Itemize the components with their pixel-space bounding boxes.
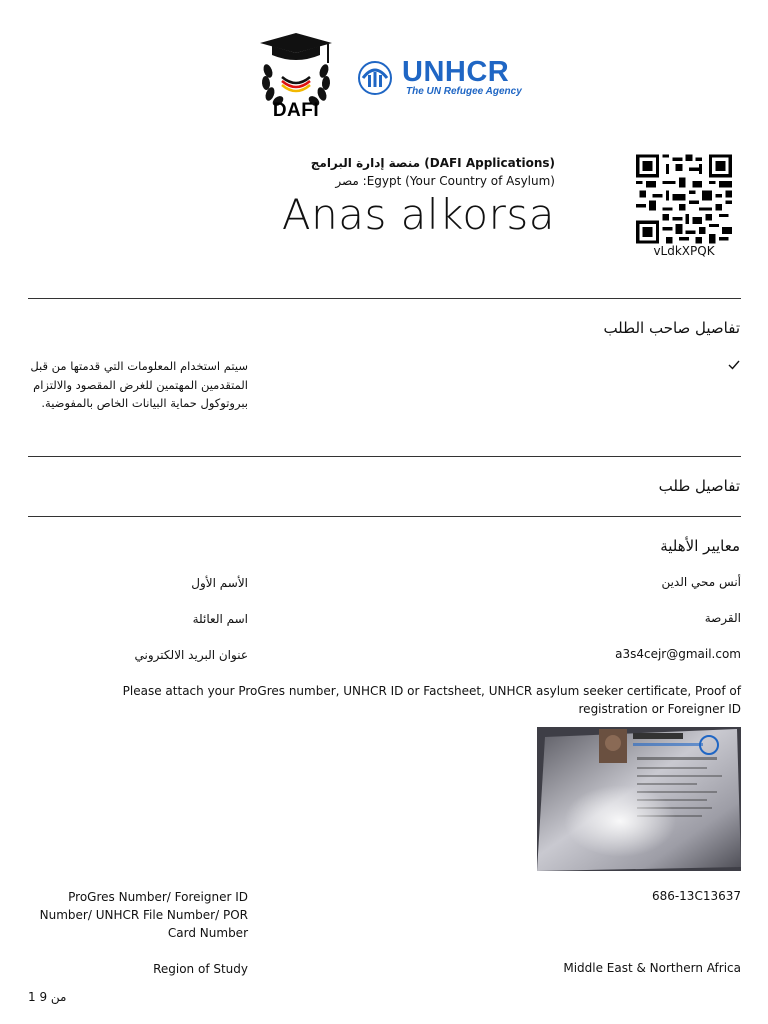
first-name-value: أنس محي الدين bbox=[661, 575, 741, 589]
first-name-label: الأسم الأول bbox=[191, 576, 248, 590]
divider bbox=[28, 298, 741, 299]
applicant-details-title: تفاصيل صاحب الطلب bbox=[603, 319, 740, 337]
divider bbox=[28, 516, 741, 517]
attached-id-document-image bbox=[537, 727, 741, 871]
unhcr-tagline: The UN Refugee Agency bbox=[406, 86, 522, 97]
page-number: من 9 1 bbox=[28, 990, 67, 1004]
email-label: عنوان البريد الالكتروني bbox=[134, 648, 248, 662]
region-of-study-value: Middle East & Northern Africa bbox=[563, 961, 741, 975]
country-of-asylum: مصر :Egypt (Your Country of Asylum) bbox=[335, 174, 555, 188]
consent-statement: سيتم استخدام المعلومات التي قدمتها من قبل المتقدمين المهتمين للغرض المقصود والالتزام ببروتوكول حماية البيانات الخاص بالمفوضية. bbox=[30, 359, 248, 410]
unhcr-emblem-icon bbox=[357, 60, 393, 96]
email-value: a3s4cejr@gmail.com bbox=[615, 647, 741, 661]
platform-title: منصة إدارة البرامج (DAFI Applications) bbox=[310, 156, 555, 170]
last-name-value: القرصة bbox=[704, 611, 741, 625]
progres-number-label: ProGres Number/ Foreigner ID Number/ UNHCR File Number/ POR Card Number bbox=[39, 890, 248, 940]
dafi-wordmark: DAFI bbox=[272, 100, 320, 121]
divider bbox=[28, 456, 741, 457]
applicant-name: Anas alkorsa bbox=[281, 190, 555, 239]
application-details-title: تفاصيل طلب bbox=[658, 477, 740, 495]
eligibility-title: معايير الأهلية bbox=[660, 537, 740, 555]
qr-code-icon bbox=[636, 154, 732, 244]
checkmark-icon bbox=[727, 358, 741, 372]
last-name-label: اسم العائلة bbox=[192, 612, 248, 626]
progres-number-value: 686-13C13637 bbox=[651, 889, 741, 903]
region-of-study-label: Region of Study bbox=[153, 962, 248, 976]
attachment-prompt: Please attach your ProGres number, UNHCR ID or Factsheet, UNHCR asylum seeker certificate, Proof of registration or Foreigner ID bbox=[122, 684, 741, 716]
unhcr-wordmark: UNHCR bbox=[402, 56, 510, 88]
reference-code: vLdkXPQK bbox=[653, 244, 715, 258]
